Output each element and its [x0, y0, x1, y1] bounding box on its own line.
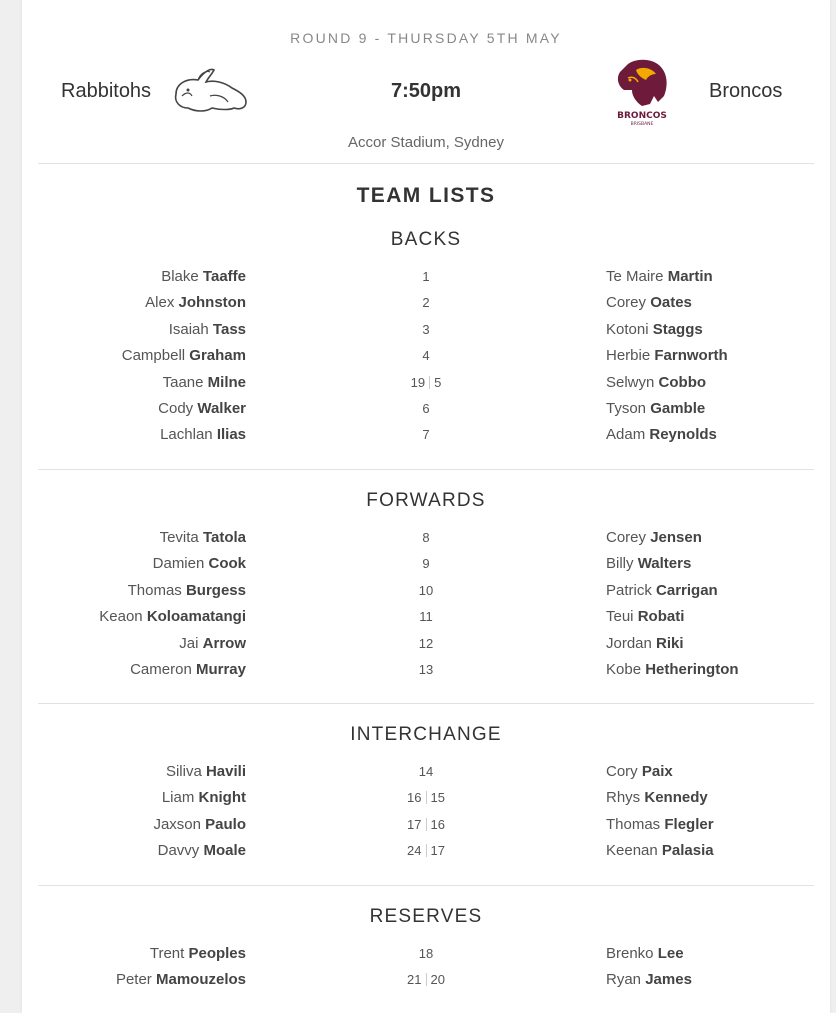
away-player[interactable] — [606, 842, 714, 859]
player-first-name: Tevita — [159, 529, 199, 546]
player-row — [22, 789, 830, 815]
jersey-number-value: 13 — [418, 662, 434, 677]
away-player[interactable] — [606, 426, 717, 443]
home-player[interactable] — [122, 347, 246, 364]
player-row — [22, 268, 830, 294]
player-first-name: Isaiah — [168, 320, 209, 338]
player-row — [22, 294, 830, 320]
player-first-name: Billy — [606, 555, 634, 573]
jersey-number — [326, 817, 526, 832]
away-player[interactable] — [606, 763, 673, 780]
jersey-number-value: 3 — [422, 321, 430, 337]
jersey-number — [326, 972, 526, 987]
round-info: ROUND 9 - THURSDAY 5TH MAY — [290, 30, 562, 46]
player-first-name: Teui — [606, 608, 634, 626]
venue: Accor Stadium, Sydney — [348, 134, 504, 151]
player-row — [22, 608, 830, 634]
jersey-number-value: 20 — [430, 972, 445, 988]
player-last-name: Jensen — [650, 529, 702, 546]
player-last-name: Walker — [197, 400, 246, 417]
jersey-number — [326, 556, 526, 571]
jersey-number — [326, 790, 526, 805]
home-player[interactable] — [145, 294, 246, 311]
player-first-name: Ryan — [606, 971, 642, 989]
jersey-number — [326, 764, 526, 779]
player-last-name: Mamouzelos — [155, 971, 246, 989]
jersey-number-value: 17 — [407, 816, 422, 832]
jersey-number — [326, 583, 526, 598]
jersey-number-value: 1 — [422, 269, 430, 284]
player-last-name: Kennedy — [644, 789, 708, 807]
away-player[interactable] — [606, 608, 684, 625]
home-player[interactable] — [169, 321, 246, 338]
section-heading-reserves: RESERVES — [369, 906, 483, 927]
home-player[interactable] — [130, 661, 246, 678]
home-team-name[interactable]: Rabbitohs — [61, 80, 152, 102]
home-player[interactable] — [153, 555, 246, 572]
player-last-name: Carrigan — [656, 581, 718, 599]
away-player[interactable] — [606, 789, 708, 806]
jersey-number-value: 16 — [407, 790, 422, 806]
player-last-name: Burgess — [185, 581, 246, 599]
player-first-name: Damien — [152, 555, 205, 573]
jersey-number — [326, 530, 526, 545]
player-first-name: Te Maire — [606, 268, 664, 285]
player-last-name: Lee — [657, 945, 684, 962]
divider — [38, 885, 814, 886]
player-last-name: Peoples — [188, 945, 246, 962]
jersey-number-value: 12 — [418, 635, 434, 651]
player-last-name: Farnworth — [654, 347, 728, 365]
jersey-number — [326, 427, 526, 442]
player-first-name: Thomas — [606, 815, 661, 833]
section-heading-backs: BACKS — [390, 229, 462, 250]
home-player[interactable] — [160, 529, 246, 546]
jersey-number-value: 16 — [430, 816, 445, 832]
jersey-number — [326, 348, 526, 363]
divider — [38, 163, 814, 164]
player-last-name: Tatola — [202, 529, 246, 546]
number-separator — [426, 791, 427, 804]
player-last-name: Riki — [656, 634, 684, 652]
player-first-name: Herbie — [606, 347, 651, 365]
number-separator — [426, 844, 427, 857]
player-row — [22, 347, 830, 373]
home-player[interactable] — [161, 268, 246, 285]
away-player[interactable] — [606, 945, 684, 962]
player-first-name: Kotoni — [606, 320, 649, 338]
jersey-number-value: 14 — [418, 764, 434, 779]
away-player[interactable] — [606, 971, 692, 988]
home-player[interactable] — [166, 763, 246, 780]
home-player[interactable] — [158, 400, 246, 417]
player-last-name: Moale — [203, 842, 246, 860]
section-heading-interchange: INTERCHANGE — [350, 724, 502, 745]
player-row — [22, 374, 830, 400]
player-row — [22, 842, 830, 868]
jersey-number — [326, 269, 526, 284]
jersey-number-value: 15 — [430, 790, 445, 806]
away-player[interactable] — [606, 582, 718, 599]
away-player[interactable] — [606, 374, 706, 391]
kickoff-time: 7:50pm — [390, 80, 462, 102]
player-first-name: Kobe — [606, 661, 642, 678]
player-last-name: Reynolds — [649, 426, 717, 444]
player-first-name: Liam — [161, 789, 195, 807]
player-last-name: Havili — [205, 763, 246, 780]
player-first-name: Blake — [161, 268, 199, 285]
player-last-name: Palasia — [661, 842, 714, 860]
home-player[interactable] — [153, 816, 246, 833]
player-first-name: Siliva — [165, 763, 202, 780]
player-first-name: Alex — [145, 294, 175, 312]
player-first-name: Keenan — [606, 842, 658, 860]
home-player[interactable] — [162, 789, 246, 806]
jersey-number-value: 10 — [418, 582, 434, 598]
player-first-name: Trent — [149, 945, 185, 962]
player-first-name: Jai — [179, 634, 199, 652]
player-last-name: Knight — [198, 789, 246, 807]
away-player[interactable] — [606, 816, 714, 833]
jersey-number-value: 18 — [418, 946, 434, 961]
away-player[interactable] — [606, 321, 703, 338]
player-first-name: Tyson — [606, 400, 647, 417]
jersey-number-value: 4 — [422, 348, 430, 364]
home-player[interactable] — [99, 608, 246, 625]
player-row — [22, 763, 830, 789]
home-player[interactable] — [116, 971, 246, 988]
team-lists-title: TEAM LISTS — [356, 184, 496, 207]
player-last-name: Murray — [195, 661, 246, 678]
number-separator — [426, 973, 427, 986]
player-first-name: Taane — [162, 373, 204, 391]
jersey-number — [326, 295, 526, 310]
player-last-name: Flegler — [664, 815, 714, 833]
jersey-number-value: 17 — [430, 843, 445, 859]
jersey-number-value: 9 — [422, 556, 430, 572]
player-last-name: Cobbo — [658, 373, 707, 391]
player-row — [22, 582, 830, 608]
divider — [38, 703, 814, 704]
broncos-logo-icon[interactable] — [606, 56, 678, 128]
player-row — [22, 661, 830, 687]
player-last-name: Taaffe — [202, 268, 246, 285]
player-row — [22, 816, 830, 842]
player-first-name: Corey — [606, 294, 647, 312]
player-row — [22, 945, 830, 971]
jersey-number-value: 11 — [419, 609, 433, 625]
player-first-name: Jordan — [606, 634, 652, 652]
player-first-name: Campbell — [121, 347, 186, 365]
player-last-name: Johnston — [178, 294, 246, 312]
away-player[interactable] — [606, 347, 728, 364]
jersey-number — [326, 662, 526, 677]
jersey-number-value: 21 — [407, 972, 422, 988]
player-row — [22, 529, 830, 555]
away-team-name[interactable]: Broncos — [709, 80, 783, 102]
player-last-name: Paix — [641, 763, 673, 780]
player-last-name: Milne — [207, 373, 246, 391]
away-player[interactable] — [606, 555, 691, 572]
away-player[interactable] — [606, 635, 684, 652]
home-player[interactable] — [128, 582, 246, 599]
player-first-name: Corey — [606, 529, 647, 546]
jersey-number-value: 2 — [422, 295, 430, 311]
player-first-name: Jaxson — [153, 815, 201, 833]
home-player[interactable] — [163, 374, 246, 391]
divider — [38, 469, 814, 470]
player-first-name: Davvy — [157, 842, 200, 860]
away-player[interactable] — [606, 294, 692, 311]
jersey-number — [326, 843, 526, 858]
away-player[interactable] — [606, 661, 739, 678]
away-player[interactable] — [606, 400, 705, 417]
jersey-number — [326, 401, 526, 416]
jersey-number-value: 7 — [422, 427, 430, 443]
player-row — [22, 400, 830, 426]
player-last-name: Martin — [667, 268, 713, 285]
jersey-number — [326, 322, 526, 337]
player-last-name: Walters — [637, 555, 692, 573]
jersey-number-value: 5 — [434, 374, 442, 390]
jersey-number — [326, 946, 526, 961]
player-first-name: Thomas — [127, 581, 182, 599]
player-first-name: Keaon — [99, 608, 143, 626]
player-first-name: Rhys — [606, 789, 641, 807]
away-player[interactable] — [606, 268, 713, 285]
player-first-name: Adam — [606, 426, 646, 444]
jersey-number-value: 6 — [422, 401, 430, 416]
section-heading-forwards: FORWARDS — [366, 490, 486, 511]
player-last-name: Robati — [637, 608, 685, 626]
player-row — [22, 555, 830, 581]
player-last-name: Cook — [208, 555, 246, 573]
jersey-number-value: 19 — [410, 374, 426, 390]
jersey-number — [326, 609, 526, 624]
player-last-name: Tass — [212, 320, 246, 338]
home-player[interactable] — [150, 945, 246, 962]
player-last-name: Ilias — [216, 426, 246, 444]
player-first-name: Lachlan — [160, 426, 213, 444]
player-row — [22, 635, 830, 661]
broncos-logo-text: BRONCOS — [617, 111, 667, 121]
player-last-name: Paulo — [205, 815, 246, 833]
jersey-number — [326, 636, 526, 651]
player-first-name: Selwyn — [606, 373, 655, 391]
home-player[interactable] — [179, 635, 246, 652]
player-last-name: Staggs — [652, 320, 703, 338]
jersey-number-value: 24 — [407, 843, 422, 859]
player-first-name: Cody — [158, 400, 194, 417]
player-last-name: James — [645, 971, 692, 989]
player-first-name: Patrick — [606, 581, 652, 599]
number-separator — [426, 818, 427, 831]
jersey-number-value: 8 — [422, 530, 430, 545]
team-lists-card — [22, 0, 830, 1013]
home-player[interactable] — [160, 426, 246, 443]
player-last-name: Oates — [650, 294, 692, 312]
home-player[interactable] — [158, 842, 246, 859]
broncos-logo-subtext: BRISBANE — [630, 122, 654, 127]
number-separator — [429, 376, 430, 389]
player-last-name: Koloamatangi — [146, 608, 246, 626]
jersey-number — [326, 375, 526, 390]
player-last-name: Arrow — [202, 634, 246, 652]
player-first-name: Cory — [606, 763, 638, 780]
player-row — [22, 426, 830, 452]
player-row — [22, 971, 830, 997]
player-last-name: Gamble — [650, 400, 706, 417]
away-player[interactable] — [606, 529, 702, 546]
player-last-name: Graham — [189, 347, 246, 365]
player-first-name: Cameron — [130, 661, 192, 678]
player-row — [22, 321, 830, 347]
player-first-name: Peter — [115, 971, 152, 989]
player-last-name: Hetherington — [645, 661, 739, 678]
player-first-name: Brenko — [606, 945, 654, 962]
